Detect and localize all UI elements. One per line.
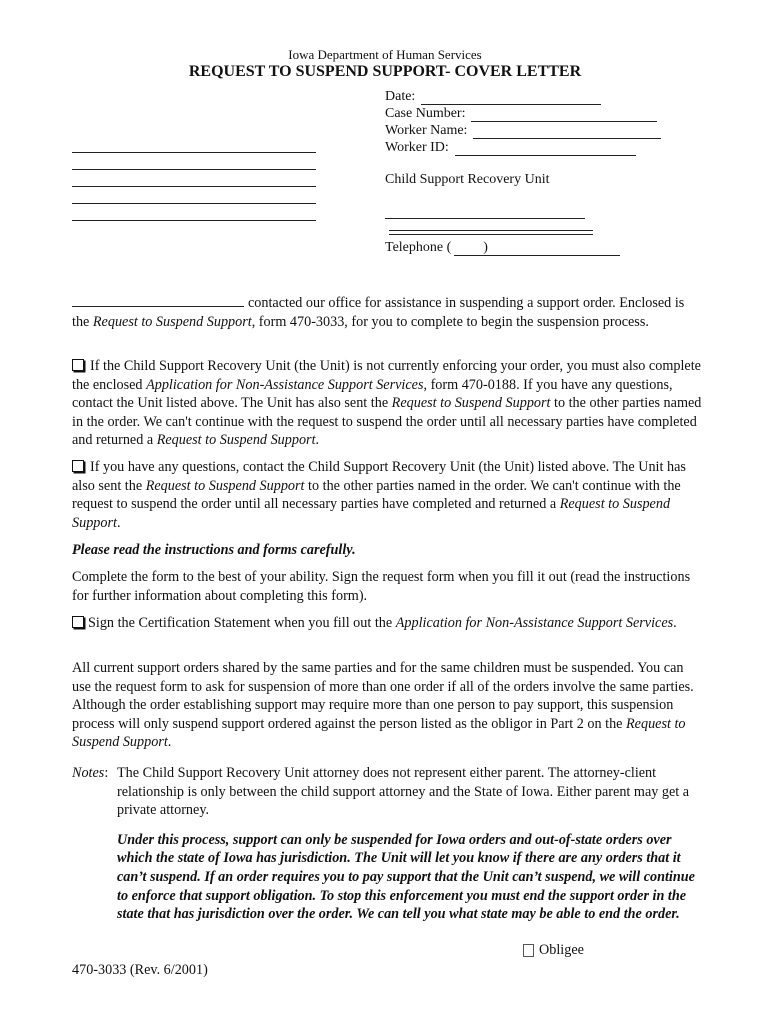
obligee-label: Obligee bbox=[539, 942, 584, 958]
instructions-heading: Please read the instructions and forms carefully. bbox=[72, 542, 356, 558]
notes-label bbox=[72, 764, 108, 783]
page-title: REQUEST TO SUSPEND SUPPORT- COVER LETTER bbox=[188, 63, 582, 80]
office-address-line-2[interactable] bbox=[389, 230, 593, 231]
address-line-1[interactable] bbox=[72, 152, 316, 153]
telephone-label: Telephone ( bbox=[385, 240, 452, 255]
telephone-input-line[interactable] bbox=[454, 242, 620, 256]
worker-id-field bbox=[385, 140, 636, 156]
case-number-field bbox=[385, 106, 657, 122]
option1-text-1: If the Child Support Recovery Unit (the Unit) is not currently enforcing your order, you must also complete the enclosed bbox=[72, 358, 701, 393]
option2-text-1: If you have any questions, contact the Child Support Recovery Unit (the Unit) listed above. The Unit has also sent the bbox=[72, 459, 686, 494]
office-address-line-1[interactable] bbox=[385, 218, 585, 219]
option1-text-2: , form 470-0188. If you have any questions, contact the Unit listed above. The Unit has also sent the bbox=[72, 376, 673, 412]
option2-checkbox[interactable] bbox=[72, 460, 84, 472]
intro-paragraph bbox=[72, 293, 702, 331]
office-address-line-3[interactable] bbox=[389, 234, 593, 235]
option2-text-3: . bbox=[116, 514, 121, 531]
date-label: Date: bbox=[385, 89, 416, 104]
case-number-label: Case Number: bbox=[385, 106, 466, 121]
certification-paragraph bbox=[72, 614, 702, 633]
option2-form-name: Request to Suspend Support bbox=[145, 477, 305, 494]
all-orders-text-1: All current support orders shared by the same parties and for the same children must be suspended. You can use the request form to ask for suspension of more than one order if all of the orders involve the same parties. Although the order establishing support may require more than one person to pay support, this suspension process will only suspend support ordered against the person listed as the obligor in Part 2 on the bbox=[72, 660, 694, 732]
worker-id-label: Worker ID: bbox=[385, 140, 449, 155]
option1-checkbox[interactable] bbox=[72, 359, 84, 371]
option1-text-4: . bbox=[315, 432, 320, 449]
certification-checkbox[interactable] bbox=[72, 616, 84, 628]
address-line-4[interactable] bbox=[72, 203, 316, 204]
notes-text: The Child Support Recovery Unit attorney does not represent either parent. The attorney-client relationship is only between the child support attorney and the State of Iowa. Either parent may get a private attorney. bbox=[117, 765, 690, 819]
date-input-line[interactable] bbox=[421, 91, 601, 105]
worker-name-label: Worker Name: bbox=[385, 123, 468, 138]
certification-text-1: Sign the Certification Statement when you fill out the bbox=[88, 615, 396, 631]
option2-form-name-2: Request to Suspend Support bbox=[72, 496, 671, 531]
worker-name-input-line[interactable] bbox=[473, 125, 661, 139]
address-line-5[interactable] bbox=[72, 220, 316, 221]
option1-form-name-2: Request to Suspend Support bbox=[391, 395, 551, 412]
enclosed-suffix: , form 470-3033, for you to complete to begin the suspension process. bbox=[251, 313, 649, 330]
obligee-option[interactable] bbox=[523, 942, 584, 959]
unit-name: Child Support Recovery Unit bbox=[385, 172, 550, 187]
notes-section bbox=[72, 764, 702, 924]
address-line-3[interactable] bbox=[72, 186, 316, 187]
option1-form-name-3: Request to Suspend Support bbox=[156, 432, 316, 449]
option1-form-name: Application for Non-Assistance Support Services bbox=[146, 376, 424, 393]
worker-name-field bbox=[385, 123, 661, 139]
all-orders-paragraph bbox=[72, 659, 702, 752]
notes-colon: : bbox=[104, 765, 109, 781]
notes-label-text: Notes bbox=[72, 765, 105, 781]
certification-text-2: . bbox=[673, 615, 677, 631]
notes-bold-text: Under this process, support can only be suspended for Iowa orders and out-of-state orders over which the state of Iowa has jurisdiction. The Unit will let you know if there are any orders that it can’t suspend. If an order requires you to pay support that the Unit can’t suspend, we will continue to enforce that support obligation. To stop this enforcement you must end the support order in the state that has jurisdiction over the order. We can tell you what state may be able to end the order. bbox=[117, 831, 695, 923]
option2-paragraph bbox=[72, 458, 702, 532]
date-field bbox=[385, 89, 601, 105]
enclosed-form-name: Request to Suspend Support bbox=[92, 313, 252, 330]
agency-name: Iowa Department of Human Services bbox=[288, 47, 482, 62]
all-orders-text-2: . bbox=[167, 734, 172, 751]
address-line-2[interactable] bbox=[72, 169, 316, 170]
option1-text-3: to the other parties named in the order. We can't continue with the request to suspend the order until all necessary parties have completed and returned a bbox=[72, 395, 702, 449]
obligee-checkbox[interactable] bbox=[523, 944, 534, 957]
telephone-field bbox=[385, 240, 620, 256]
all-orders-form-name: Request to Suspend Support bbox=[72, 715, 686, 751]
worker-id-input-line[interactable] bbox=[455, 142, 636, 156]
telephone-close-paren: ) bbox=[483, 240, 488, 255]
option1-paragraph bbox=[72, 357, 702, 450]
case-number-input-line[interactable] bbox=[471, 108, 657, 122]
option2-text-2: to the other parties named in the order. We can't continue with the request to suspend the order until all necessary parties have completed and returned a bbox=[72, 477, 681, 513]
complete-paragraph: Complete the form to the best of your ability. Sign the request form when you fill it out (read the instructions for further information about completing this form). bbox=[72, 569, 691, 604]
form-number: 470-3033 (Rev. 6/2001) bbox=[72, 962, 208, 978]
certification-form-name: Application for Non-Assistance Support Services bbox=[395, 615, 674, 631]
intro-contacted-text: contacted our office for assistance in suspending a support order. bbox=[248, 295, 616, 311]
client-name-line[interactable] bbox=[72, 293, 244, 307]
enclosed-prefix: Enclosed is the bbox=[72, 295, 685, 330]
